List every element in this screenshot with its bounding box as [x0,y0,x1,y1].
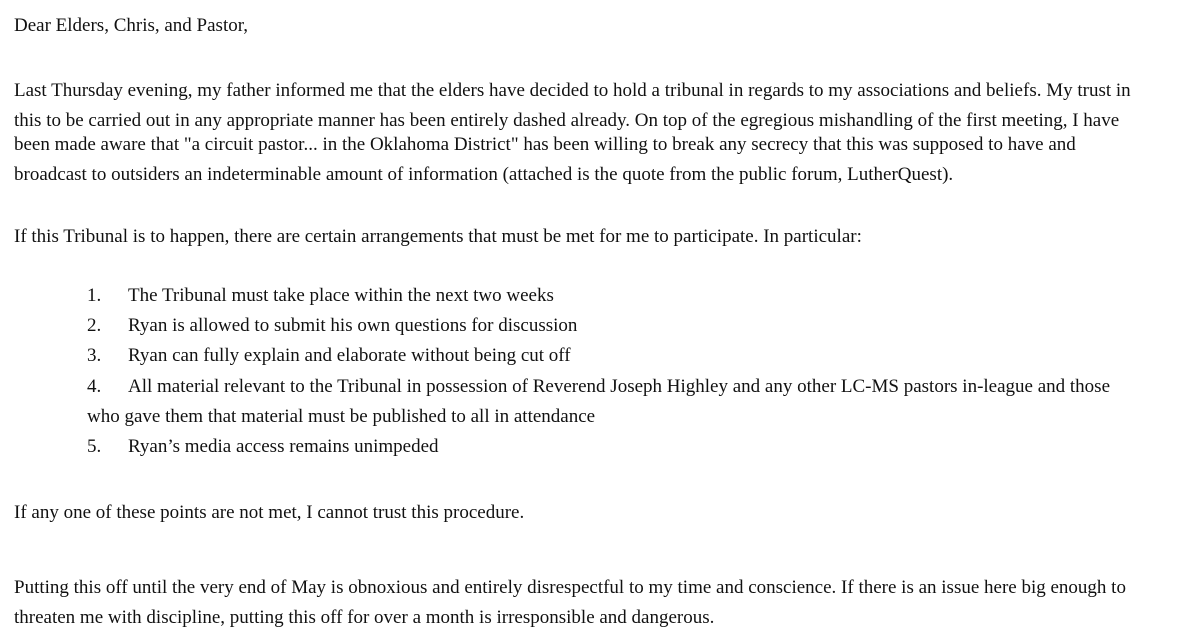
paragraph-arrangements-intro: If this Tribunal is to happen, there are certain arrangements that must be met for me to participate. In particular: [14,226,862,247]
list-item-text: The Tribunal must take place within the next two weeks [128,285,554,306]
salutation: Dear Elders, Chris, and Pastor, [14,15,249,36]
paragraph-line: broadcast to outsiders an indeterminable amount of information (attached is the quote from the public forum, LutherQuest). [14,164,954,185]
list-item-text: All material relevant to the Tribunal in possession of Reverend Joseph Highley and any other LC-MS pastors in-league and those [128,376,1111,397]
paragraph-line: threaten me with discipline, putting this off for over a month is irresponsible and dangerous. [14,607,715,628]
list-item-text: Ryan can fully explain and elaborate without being cut off [128,345,571,366]
list-item-number: 5. [87,436,102,457]
paragraph-conditions: If any one of these points are not met, I cannot trust this procedure. [14,502,525,523]
paragraph-line: this to be carried out in any appropriate manner has been entirely dashed already. On top of the egregious mishandling of the first meeting, I have [14,110,1120,131]
paragraph-line: Putting this off until the very end of May is obnoxious and entirely disrespectful to my time and conscience. If there is an issue here big enough to [14,577,1126,598]
list-item-number: 2. [87,315,102,336]
list-item-continuation: who gave them that material must be published to all in attendance [87,406,596,427]
list-item-text: Ryan is allowed to submit his own questions for discussion [128,315,578,336]
list-item-text: Ryan’s media access remains unimpeded [128,436,439,457]
list-item-number: 4. [87,376,102,397]
list-item-number: 1. [87,285,102,306]
paragraph-line: Last Thursday evening, my father informed me that the elders have decided to hold a tribunal in regards to my associations and beliefs. My trust in [14,80,1131,101]
list-item-number: 3. [87,345,102,366]
paragraph-line: been made aware that "a circuit pastor... in the Oklahoma District" has been willing to break any secrecy that this was supposed to have and [14,134,1076,155]
